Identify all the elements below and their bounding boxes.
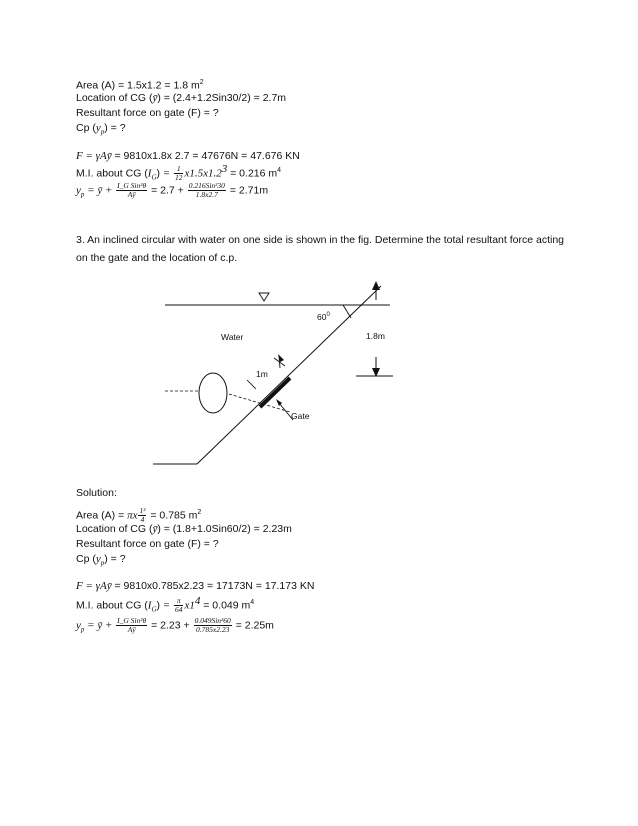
force-question-2: Resultant force on gate (F) = ? bbox=[76, 538, 219, 550]
angle-label: $60^0$ bbox=[317, 312, 330, 322]
free-surface-icon bbox=[259, 293, 269, 301]
depth-label: 1.8m bbox=[366, 331, 385, 341]
area-line-1: Area (A) = 1.5x1.2 = 1.8 $m^2$ bbox=[76, 79, 204, 92]
gate-label: Gate bbox=[291, 411, 310, 421]
solution-heading: Solution: bbox=[76, 487, 117, 499]
water-label: Water bbox=[221, 332, 244, 342]
area-line-2: Area (A) = πx $\frac{\text{1²}}{4}$ = 0.785 $m^2$ bbox=[76, 506, 202, 525]
yp-eq-1: $y_p$ = ȳ + $\frac{\text{I\_G Sin²θ}}{Aȳ}$ = 2.7 + $\frac{\text{0.216Sin²30}}{1.8x2.7}$ = 2.71m bbox=[76, 181, 269, 199]
force-eq-1: F = γAȳ = 9810x1.8x 2.7 = 47676N = 47.676 KN bbox=[76, 150, 300, 162]
yp-eq-2: $y_p$ = ȳ + $\frac{\text{I\_G Sin²θ}}{Aȳ}$ = 2.23 + $\frac{\text{0.049Sin²60}}{0.785x2.23}$ = 2.25m bbox=[76, 616, 274, 634]
cp-question-1: Cp $(y_p)$ = ? bbox=[76, 122, 126, 137]
gate-plate bbox=[260, 378, 290, 407]
mi-eq-1: M.I. about CG $(I_G)$ = $\frac{1}{12}$ $x1.5x1.2^3 = 0.216$ $m^4$ bbox=[76, 163, 282, 183]
force-eq-2: F = γAȳ = 9810x0.785x2.23 = 17173N = 17.173 KN bbox=[76, 580, 315, 592]
cg-line-1: Location of CG (ȳ) = (2.4+1.2Sin30/2) = 2.7m bbox=[76, 92, 287, 104]
gate-circle bbox=[199, 373, 227, 413]
force-question-1: Resultant force on gate (F) = ? bbox=[76, 107, 219, 119]
cp-question-2: Cp $(y_p)$ = ? bbox=[76, 553, 126, 568]
diameter-label: 1m bbox=[256, 369, 268, 379]
mi-eq-2: M.I. about CG $(I_G)$ = $\frac{\pi}{64}$ $x1^4 = 0.049$ $m^4$ bbox=[76, 595, 255, 615]
cg-line-2: Location of CG (ȳ) = (1.8+1.0Sin60/2) = 2.23m bbox=[76, 523, 292, 535]
question-text: 3. An inclined circular with water on one side is shown in the fig. Determine the total resultant force acting on the gate and the location of c.p. bbox=[76, 234, 564, 264]
